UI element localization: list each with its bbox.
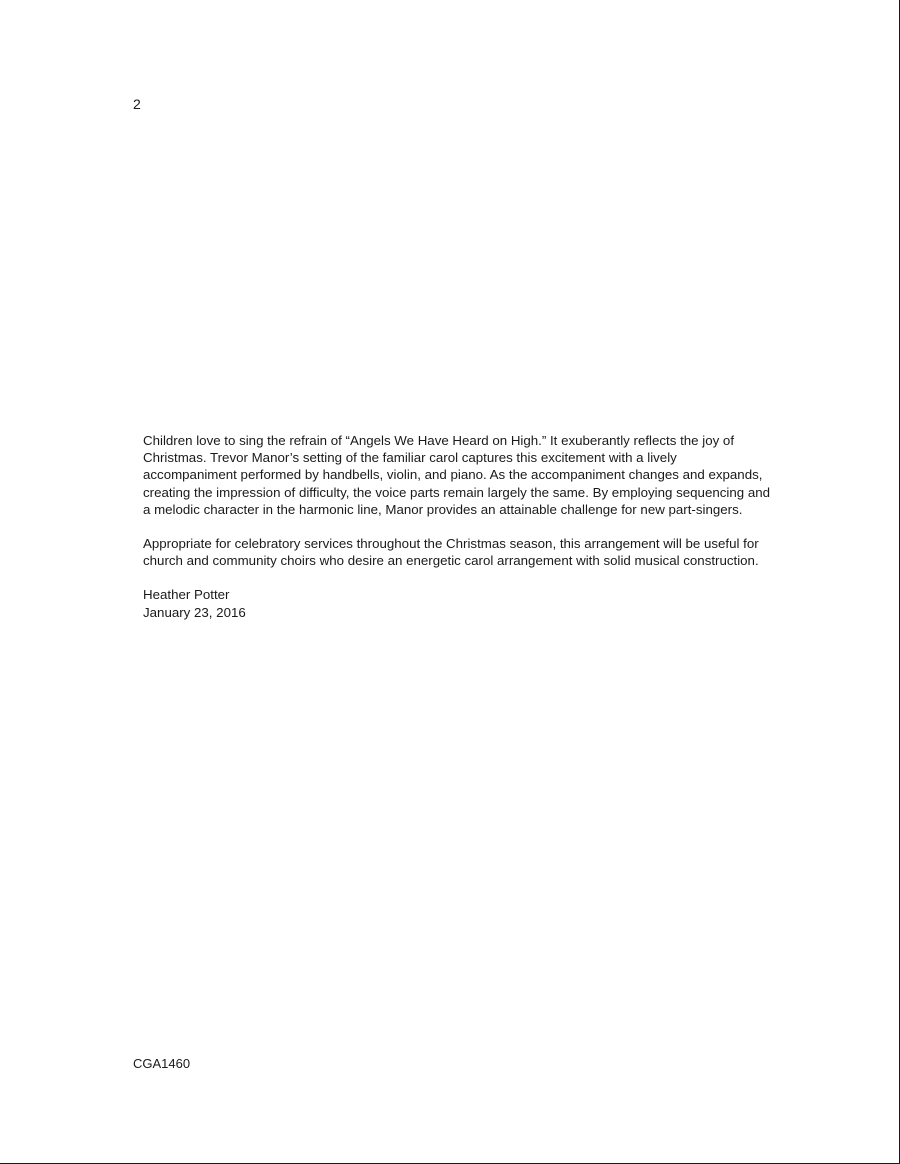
catalog-number: CGA1460	[133, 1056, 191, 1071]
page-number: 2	[133, 96, 141, 112]
signature-date: January 23, 2016	[143, 604, 246, 620]
foreword-paragraph: Children love to sing the refrain of “Angels We Have Heard on High.” It exuberantly reflects the joy of Christmas. Trevor Manor’s setting of the familiar carol captures this excitement with a lively accompaniment performed by handbells, violin, and piano. As the accompaniment changes and expands, creating the impression of difficulty, the voice parts remain largely the same. By employing sequencing and a melodic character in the harmonic line, Manor provides an attainable challenge for new part-singers.	[143, 433, 771, 517]
foreword-paragraph: Appropriate for celebratory services throughout the Christmas season, this arrangement will be useful for church and community choirs who desire an energetic carol arrangement with solid musical construction.	[143, 536, 759, 569]
author-name: Heather Potter	[143, 587, 230, 603]
foreword-text	[143, 432, 773, 621]
signature-block	[143, 586, 773, 620]
